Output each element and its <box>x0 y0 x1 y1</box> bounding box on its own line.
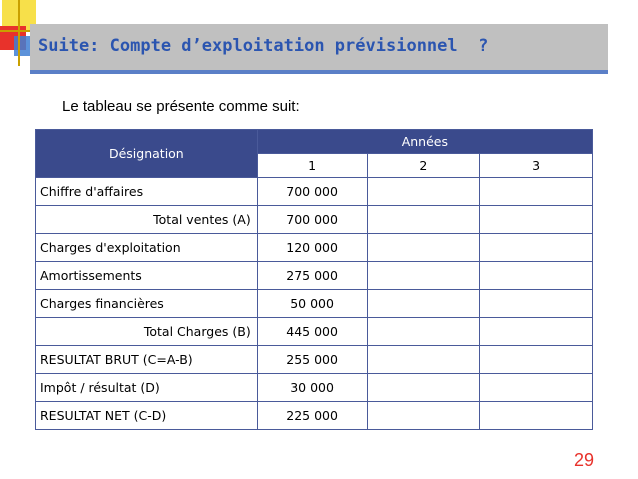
table-row <box>36 318 593 346</box>
forecast-table <box>35 129 593 430</box>
row-label: Total Charges (B) <box>36 318 258 346</box>
year-3-value <box>480 206 593 234</box>
year-1-value: 275 000 <box>257 262 367 290</box>
year-2-value <box>367 262 480 290</box>
years-header: Années <box>257 130 592 154</box>
designation-header: Désignation <box>36 130 258 178</box>
year-label-2: 2 <box>367 154 480 178</box>
year-2-value <box>367 346 480 374</box>
year-2-value <box>367 290 480 318</box>
year-3-value <box>480 374 593 402</box>
table-row <box>36 178 593 206</box>
year-label-3: 3 <box>480 154 593 178</box>
year-1-value: 120 000 <box>257 234 367 262</box>
year-1-value: 225 000 <box>257 402 367 430</box>
year-3-value <box>480 402 593 430</box>
year-2-value <box>367 402 480 430</box>
row-label: Charges financières <box>36 290 258 318</box>
table-row <box>36 374 593 402</box>
table-row <box>36 206 593 234</box>
year-3-value <box>480 178 593 206</box>
intro-text: Le tableau se présente comme suit: <box>62 98 300 115</box>
year-2-value <box>367 178 480 206</box>
row-label: Total ventes (A) <box>36 206 258 234</box>
row-label: Impôt / résultat (D) <box>36 374 258 402</box>
year-3-value <box>480 290 593 318</box>
table-row <box>36 346 593 374</box>
year-3-value <box>480 234 593 262</box>
year-1-value: 700 000 <box>257 178 367 206</box>
year-2-value <box>367 374 480 402</box>
row-label: RESULTAT NET (C-D) <box>36 402 258 430</box>
table-row <box>36 290 593 318</box>
table-row <box>36 234 593 262</box>
year-1-value: 50 000 <box>257 290 367 318</box>
title-bar <box>30 24 608 74</box>
logo-vertical-line <box>18 0 20 66</box>
year-1-value: 30 000 <box>257 374 367 402</box>
table-row <box>36 402 593 430</box>
year-3-value <box>480 346 593 374</box>
year-3-value <box>480 262 593 290</box>
table-header-row <box>36 130 593 154</box>
year-2-value <box>367 206 480 234</box>
page-number: 29 <box>574 450 595 470</box>
row-label: Chiffre d'affaires <box>36 178 258 206</box>
row-label: RESULTAT BRUT (C=A-B) <box>36 346 258 374</box>
year-1-value: 700 000 <box>257 206 367 234</box>
row-label: Charges d'exploitation <box>36 234 258 262</box>
slide-title: Suite: Compte d’exploitation prévisionnel ? <box>38 36 489 56</box>
row-label: Amortissements <box>36 262 258 290</box>
year-2-value <box>367 234 480 262</box>
year-3-value <box>480 318 593 346</box>
year-1-value: 255 000 <box>257 346 367 374</box>
year-2-value <box>367 318 480 346</box>
table-row <box>36 262 593 290</box>
year-1-value: 445 000 <box>257 318 367 346</box>
year-label-1: 1 <box>257 154 367 178</box>
